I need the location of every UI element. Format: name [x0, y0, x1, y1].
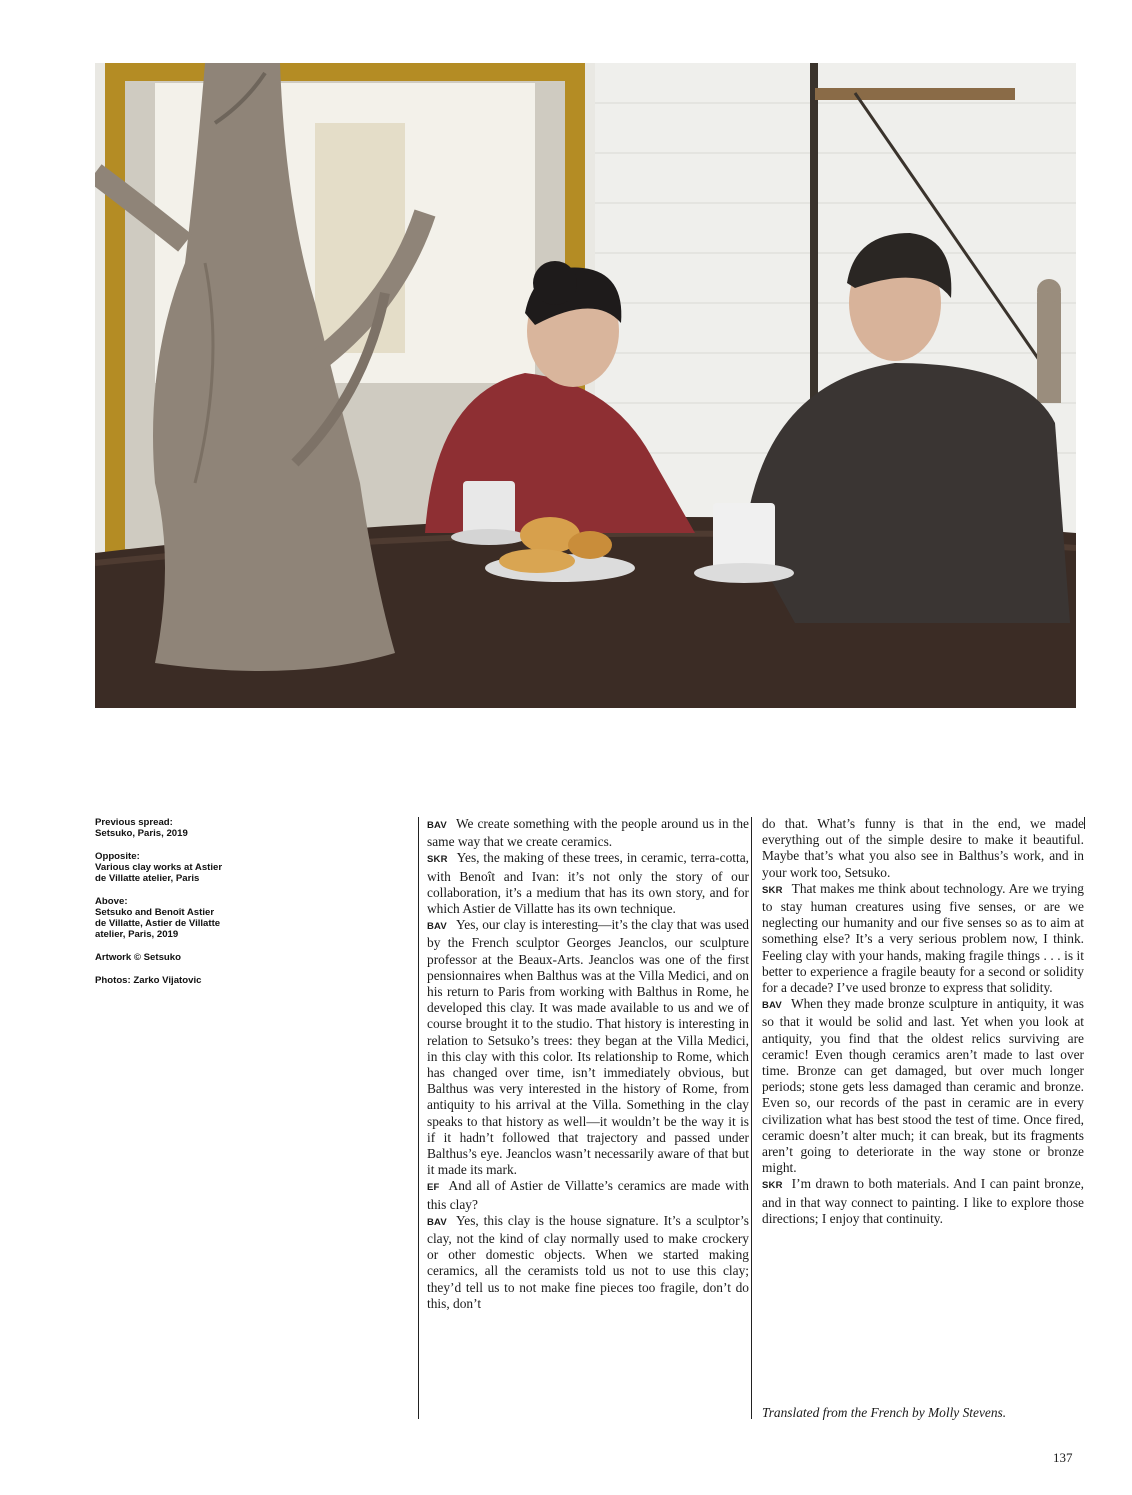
dialogue-text: That makes me think about technology. Are we trying to stay human creatures using five senses, or are we neglecting our humanity and our five senses so as to aim at something else? It’s a very serious problem now, I think. Feeling clay with your hands, making fragile things . . . is it better to experience a fragile beauty for a second or solidity for a decade? I’ve used bronze to express that solidity.	[762, 880, 1084, 996]
caption-line: Photos: Zarko Vijatovic	[95, 975, 202, 986]
dialogue-text: We create something with the people around us in the same way that we create ceramics.	[427, 816, 749, 850]
caption-line: Artwork © Setsuko	[95, 952, 181, 963]
caption-line: Opposite:	[95, 851, 140, 862]
caption-line: Various clay works at Astier	[95, 862, 223, 873]
caption-artwork-credit	[95, 952, 265, 963]
dialogue-text: Yes, our clay is interesting—it’s the clay that was used by the French sculptor Georges Jeanclos, our sculpture professor at the Beaux-Arts. Jeanclos was one of the first pensionnaires when Balthus was at the Villa Medici, and on his return to Paris from working with Balthus in Rome, he developed this clay. It was made available to us and we of course brought it to the studio. That history is interesting in relation to Setsuko’s trees: they began at the Villa Medici, in this clay with this color. Its relationship to Rome, which has changed over time, isn’t immediately obvious, but Balthus was very interested in the history of Rome, from antiquity to his arrival at the Villa. Something in the clay speaks to that history as well—it wouldn’t be the way it is if it hadn’t followed that trajectory and passed under Balthus’s eye. Jeanclos wasn’t necessarily aware of that but it made its mark.	[427, 917, 749, 1178]
speaker-label: SKR	[762, 884, 783, 896]
column-rule	[1084, 817, 1085, 829]
speaker-label: BAV	[427, 820, 447, 831]
caption-line: Above:	[95, 896, 128, 907]
speaker-label: BAV	[427, 1216, 447, 1228]
speaker-label: BAV	[427, 921, 447, 933]
caption-line: de Villatte atelier, Paris	[95, 873, 200, 884]
caption-previous-spread	[95, 817, 265, 839]
dialogue-paragraph	[427, 1213, 749, 1312]
dialogue-paragraph	[427, 850, 749, 917]
dialogue-paragraph	[762, 881, 1084, 996]
caption-line: Setsuko and Benoît Astier	[95, 907, 215, 918]
dialogue-text: I’m drawn to both materials. And I can paint bronze, and in that way connect to painting. I like to explore those directions; I enjoy that continuity.	[762, 1176, 1084, 1226]
page-number: 137	[1053, 1450, 1073, 1465]
photo-illustration	[95, 63, 1076, 708]
interview-column-right	[762, 816, 1084, 1227]
interview-column-left	[427, 816, 749, 1312]
dialogue-paragraph	[762, 996, 1084, 1176]
dialogue-text: When they made bronze sculpture in antiquity, it was so that it would be solid and last. Yet when you look at antiquity, you find that the oldest relics surviving are ceramic! Even though ceramics aren’t made to last over time. Bronze can get damaged, but over much longer periods; stone gets less damaged than ceramic and bronze. Even so, our records of the past in ceramic are in every civilization what has best stood the test of time. Once fired, ceramic doesn’t alter much; it can break, but its fragments aren’t going to deteriorate in the way stone or bronze might.	[762, 996, 1084, 1176]
caption-line: Previous spread:	[95, 817, 173, 828]
speaker-label: BAV	[762, 1000, 782, 1012]
caption-above	[95, 896, 265, 940]
speaker-label: SKR	[762, 1180, 783, 1192]
photo-captions	[95, 817, 265, 998]
dialogue-paragraph	[427, 1178, 749, 1212]
speaker-label: SKR	[427, 854, 448, 866]
translation-credit: Translated from the French by Molly Stevens.	[762, 1405, 1007, 1420]
caption-opposite	[95, 851, 265, 884]
dialogue-paragraph	[427, 917, 749, 1178]
dialogue-paragraph	[762, 1176, 1084, 1227]
caption-line: de Villatte, Astier de Villatte	[95, 918, 221, 929]
feature-photo	[95, 63, 1076, 708]
dialogue-paragraph	[762, 816, 1084, 881]
caption-line: atelier, Paris, 2019	[95, 929, 179, 940]
dialogue-text: do that. What’s funny is that in the end, we made everything out of the simple desire to make it beautiful. Maybe that’s what you also see in Balthus’s work, and in your work too, Setsuko.	[762, 816, 1084, 880]
caption-line: Setsuko, Paris, 2019	[95, 828, 188, 839]
dialogue-text: Yes, this clay is the house signature. It’s a sculptor’s clay, not the kind of clay normally used to make crockery or other domestic objects. When we started making ceramics, all the ceramists told us not to use this clay; they’d tell us to not make fine pieces too fragile, don’t do this, don’t	[427, 1212, 749, 1311]
column-rule	[418, 817, 419, 1419]
speaker-label: EF	[427, 1182, 440, 1194]
dialogue-paragraph	[427, 816, 749, 850]
column-rule	[751, 817, 752, 1419]
dialogue-text: Yes, the making of these trees, in ceramic, terra-cotta, with Benoît and Ivan: it’s not only the story of our collaboration, it’s a medium that has its own story, and for which Astier de Villatte has its own technique.	[427, 850, 749, 917]
dialogue-text: And all of Astier de Villatte’s ceramics are made with this clay?	[427, 1178, 749, 1212]
caption-photo-credit	[95, 975, 265, 986]
